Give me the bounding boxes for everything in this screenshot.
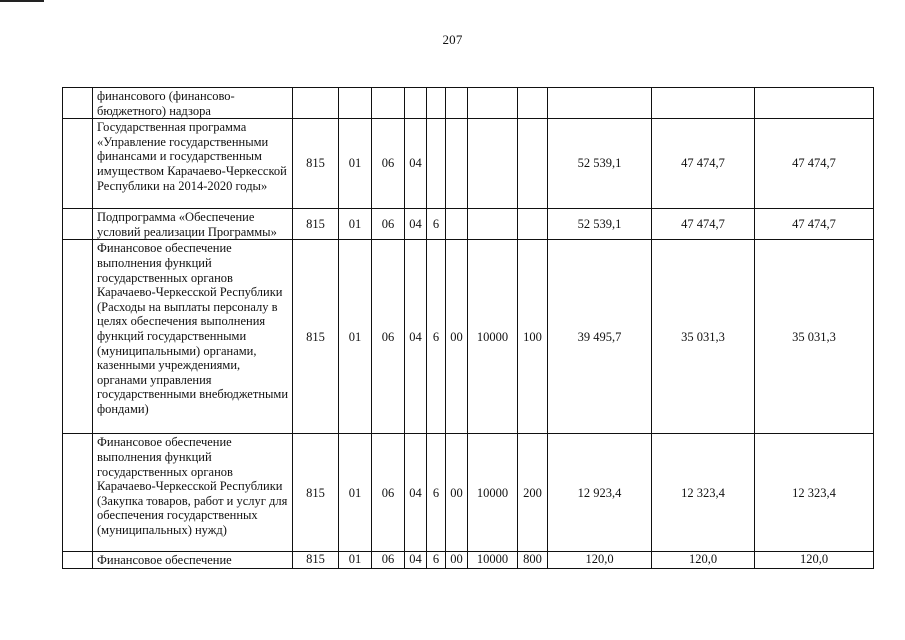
table-row xyxy=(63,119,874,209)
scan-corner-mark xyxy=(0,0,44,2)
code-cell: 00 xyxy=(446,240,468,434)
code-cell: 6 xyxy=(427,209,446,240)
page-number: 207 xyxy=(442,32,463,47)
amount-cell: 35 031,3 xyxy=(652,240,755,434)
code-cell: 01 xyxy=(339,552,372,569)
code-cell: 04 xyxy=(405,209,427,240)
row-name: Финансовое обеспечение выполнения функций государственных органов Карачаево-Черкесской Республики (Закупка товаров, работ и услуг для обеспечения государственных (муниципальных) нужд) xyxy=(93,434,293,552)
row-name: Финансовое обеспечение xyxy=(93,552,293,569)
code-cell: 06 xyxy=(372,119,405,209)
code-cell xyxy=(446,209,468,240)
amount-cell: 47 474,7 xyxy=(652,209,755,240)
code-cell: 01 xyxy=(339,119,372,209)
code-cell: 10000 xyxy=(468,240,518,434)
table-row xyxy=(63,88,874,119)
blank-cell xyxy=(63,88,93,119)
code-cell: 200 xyxy=(518,434,548,552)
code-cell xyxy=(518,88,548,119)
amount-cell xyxy=(755,88,874,119)
code-cell: 100 xyxy=(518,240,548,434)
row-name: Государственная программа «Управление государственными финансами и государственным имуществом Карачаево-Черкесской Республики на 2014-2020 годы» xyxy=(93,119,293,209)
code-cell: 01 xyxy=(339,240,372,434)
code-cell xyxy=(427,88,446,119)
code-cell: 04 xyxy=(405,552,427,569)
code-cell xyxy=(405,88,427,119)
code-cell xyxy=(293,88,339,119)
code-cell: 815 xyxy=(293,434,339,552)
code-cell: 04 xyxy=(405,240,427,434)
code-cell: 06 xyxy=(372,434,405,552)
code-cell xyxy=(518,209,548,240)
row-name: Финансовое обеспечение выполнения функций государственных органов Карачаево-Черкесской Республики (Расходы на выплаты персоналу в целях обеспечения выполнения функций государственными (муниципальными) органами, казенными учреждениями, органами управления государственными внебюджетными фондами) xyxy=(93,240,293,434)
amount-cell: 12 923,4 xyxy=(548,434,652,552)
amount-cell: 52 539,1 xyxy=(548,119,652,209)
code-cell: 06 xyxy=(372,240,405,434)
amount-cell xyxy=(652,88,755,119)
amount-cell: 12 323,4 xyxy=(652,434,755,552)
code-cell xyxy=(339,88,372,119)
budget-table xyxy=(62,87,874,569)
amount-cell: 12 323,4 xyxy=(755,434,874,552)
code-cell xyxy=(427,119,446,209)
code-cell: 815 xyxy=(293,552,339,569)
blank-cell xyxy=(63,434,93,552)
amount-cell: 47 474,7 xyxy=(652,119,755,209)
code-cell: 04 xyxy=(405,119,427,209)
table-row xyxy=(63,434,874,552)
code-cell xyxy=(468,119,518,209)
amount-cell: 47 474,7 xyxy=(755,119,874,209)
amount-cell: 120,0 xyxy=(652,552,755,569)
code-cell: 815 xyxy=(293,240,339,434)
amount-cell: 52 539,1 xyxy=(548,209,652,240)
blank-cell xyxy=(63,240,93,434)
code-cell: 01 xyxy=(339,434,372,552)
code-cell: 6 xyxy=(427,552,446,569)
code-cell: 10000 xyxy=(468,434,518,552)
code-cell xyxy=(446,119,468,209)
code-cell xyxy=(446,88,468,119)
code-cell: 01 xyxy=(339,209,372,240)
blank-cell xyxy=(63,552,93,569)
blank-cell xyxy=(63,209,93,240)
table-row xyxy=(63,240,874,434)
code-cell: 6 xyxy=(427,240,446,434)
row-name: Подпрограмма «Обеспечение условий реализации Программы» xyxy=(93,209,293,240)
amount-cell: 47 474,7 xyxy=(755,209,874,240)
amount-cell: 39 495,7 xyxy=(548,240,652,434)
table-row xyxy=(63,552,874,569)
code-cell: 06 xyxy=(372,209,405,240)
code-cell: 800 xyxy=(518,552,548,569)
code-cell: 815 xyxy=(293,119,339,209)
code-cell xyxy=(468,209,518,240)
code-cell xyxy=(372,88,405,119)
code-cell: 04 xyxy=(405,434,427,552)
amount-cell xyxy=(548,88,652,119)
code-cell: 06 xyxy=(372,552,405,569)
amount-cell: 120,0 xyxy=(548,552,652,569)
blank-cell xyxy=(63,119,93,209)
code-cell: 10000 xyxy=(468,552,518,569)
table-row xyxy=(63,209,874,240)
code-cell: 6 xyxy=(427,434,446,552)
code-cell xyxy=(518,119,548,209)
amount-cell: 120,0 xyxy=(755,552,874,569)
amount-cell: 35 031,3 xyxy=(755,240,874,434)
code-cell: 815 xyxy=(293,209,339,240)
code-cell xyxy=(468,88,518,119)
row-name: финансового (финансово-бюджетного) надзора xyxy=(93,88,293,119)
code-cell: 00 xyxy=(446,434,468,552)
code-cell: 00 xyxy=(446,552,468,569)
